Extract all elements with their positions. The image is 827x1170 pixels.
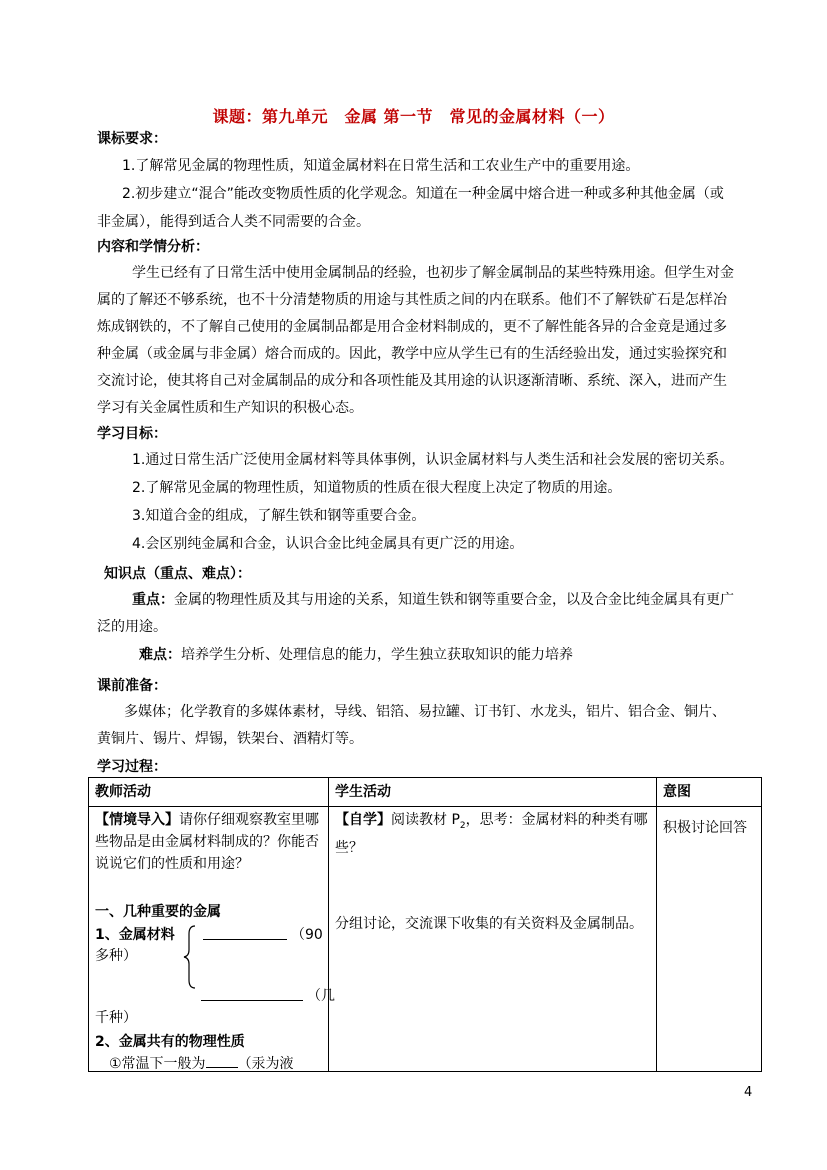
blank-line — [201, 1000, 303, 1001]
section-heading-process: 学习过程： — [97, 759, 167, 775]
intro-paragraph — [95, 809, 322, 875]
goal-item: 4.会区别纯金属和合金，认识合金比纯金属具有更广泛的用途。 — [132, 536, 524, 552]
property-tail: （汞为液 — [237, 1056, 294, 1072]
page-number: 4 — [744, 1085, 753, 1100]
intro-label: 【情境导入】 — [95, 812, 179, 828]
property-line — [109, 1053, 294, 1073]
purpose-text: 积极讨论回答 — [663, 820, 747, 836]
key-point-continued: 泛的用途。 — [97, 619, 167, 635]
page-title: 课题：第九单元 金属 第一节 常见的金属材料（一） — [212, 107, 615, 126]
key-point-line — [132, 586, 734, 614]
difficulty-text: 培养学生分析、处理信息的能力，学生独立获取知识的能力培养 — [181, 647, 573, 663]
difficulty-line — [139, 641, 573, 669]
analysis-line: 学习有关金属性质和生产知识的积极心态。 — [97, 400, 363, 416]
analysis-line: 种金属（或金属与非金属）熔合而成的。因此，教学中应从学生已有的生活经验出发，通过实验探究和 — [97, 346, 727, 362]
header-teacher: 教师活动 — [89, 778, 329, 807]
page-subscript: 2 — [459, 820, 466, 831]
requirement-item-continued: 非金属），能得到适合人类不同需要的合金。 — [97, 214, 370, 230]
metal-materials-label: 1、金属材料 — [95, 927, 175, 943]
requirement-item: 1.了解常见金属的物理性质，知道金属材料在日常生活和工农业生产中的重要用途。 — [122, 158, 640, 174]
metal-count-note: （90 — [291, 927, 323, 943]
header-purpose: 意图 — [657, 778, 762, 807]
property-text: ①常温下一般为 — [109, 1056, 206, 1072]
preparation-line: 黄铜片、锡片、焊锡，铁架台、酒精灯等。 — [97, 731, 363, 747]
analysis-line: 交流讨论，使其将自己对金属制品的成分和各项性能及其用途的认识逐渐清晰、系统、深入，进而产生 — [97, 373, 727, 389]
blank-line — [203, 939, 287, 940]
analysis-line: 学生已经有了日常生活中使用金属制品的经验，也初步了解金属制品的某些特殊用途。但学生对金 — [132, 265, 734, 281]
student-cell — [329, 807, 657, 1072]
header-student: 学生活动 — [329, 778, 657, 807]
self-study-label: 【自学】 — [335, 812, 391, 828]
section-heading-requirements: 课标要求： — [97, 131, 167, 147]
discussion-text: 分组讨论，交流课下收集的有关资料及金属制品。 — [335, 916, 643, 932]
metal-count-note-continued: 多种） — [95, 948, 137, 964]
blank-line — [206, 1053, 238, 1068]
intro-text: 请你仔细观察教室里哪些物品是由金属材料制成的？你能否说说它们的性质和用途？ — [95, 812, 319, 872]
self-study-text: 阅读教材 P — [391, 812, 460, 828]
goal-item: 2.了解常见金属的物理性质，知道物质的性质在很大程度上决定了物质的用途。 — [132, 480, 622, 496]
requirement-item: 2.初步建立“混合”能改变物质性质的化学观念。知道在一种金属中熔合进一种或多种其他金属（或 — [122, 186, 724, 202]
process-table — [88, 777, 762, 1072]
section-heading-analysis: 内容和学情分析： — [97, 239, 209, 255]
purpose-cell — [657, 807, 762, 1072]
difficulty-label: 难点： — [139, 647, 181, 663]
key-point-text: 金属的物理性质及其与用途的关系，知道生铁和钢等重要合金，以及合金比纯金属具有更广 — [174, 592, 734, 608]
teacher-cell — [89, 807, 335, 1072]
section-heading-goals: 学习目标： — [97, 426, 167, 442]
section-heading-preparation: 课前准备： — [97, 678, 167, 694]
self-study-tail: ，思考：金属材料的种类有哪些？ — [335, 812, 648, 856]
preparation-line: 多媒体；化学教育的多媒体素材，导线、铝箔、易拉罐、订书钉、水龙头，铝片、铝合金、铜片、 — [124, 704, 726, 720]
alloy-count-note: （几 — [307, 988, 335, 1004]
alloy-count-note-continued: 千种） — [95, 1010, 137, 1026]
physical-properties-label: 2、金属共有的物理性质 — [95, 1034, 245, 1050]
self-study-paragraph — [335, 809, 650, 859]
analysis-line: 属的了解还不够系统，也不十分清楚物质的用途与其性质之间的内在联系。他们不了解铁矿石是怎样冶 — [97, 292, 727, 308]
analysis-line: 炼成钢铁的，不了解自己使用的金属制品都是用合金材料制成的，更不了解性能各异的合金竟是通过多 — [97, 319, 727, 335]
goal-item: 3.知道合金的组成，了解生铁和钢等重要合金。 — [132, 508, 426, 524]
section-heading-keypoints: 知识点（重点、难点）： — [104, 566, 251, 582]
key-point-label: 重点： — [132, 592, 174, 608]
goal-item: 1.通过日常生活广泛使用金属材料等具体事例，认识金属材料与人类生活和社会发展的密切关系。 — [132, 452, 734, 468]
brace-icon — [183, 925, 197, 989]
subsection-title: 一、几种重要的金属 — [95, 904, 221, 920]
